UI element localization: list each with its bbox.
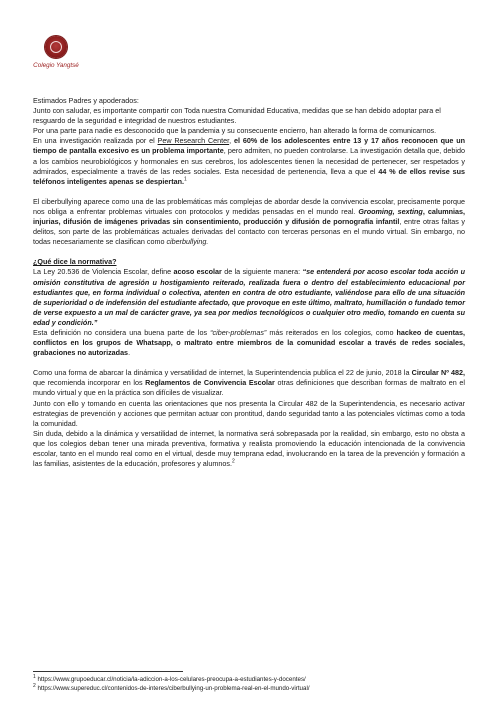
footnotes — [33, 671, 465, 693]
pew-research-link[interactable]: Pew Research Center — [157, 136, 230, 146]
paragraph-3 — [33, 136, 465, 186]
section-heading: ¿Qué dice la normativa? — [33, 257, 117, 267]
footnote-ref-1[interactable]: 1 — [183, 176, 187, 183]
p7-text-b: que recomienda incorporar en los — [33, 378, 146, 388]
p6-text-c: . — [128, 348, 131, 358]
paragraph-7 — [33, 368, 465, 398]
p4-text-b: , entre otras faltas y delitos, son parte de las problemáticas actuales derivadas del contacto con terceras personas en el mundo virtual. Sin embargo, no todas necesariamente se clasifican como — [33, 217, 466, 247]
paragraph-2: Por una parte para nadie es desconocido que la pandemia y su consecuente encierro, han alterado la forma de comunicarnos. — [33, 126, 437, 136]
footnote-1-number: 1 — [33, 673, 36, 680]
footnote-divider — [33, 671, 183, 672]
footnote-1 — [33, 675, 465, 684]
p4-bold: , calumnias, injurias, difusión de imágenes privadas sin consentimiento, producción y difusión de pornografía infantil — [33, 206, 465, 227]
p3-bold-2: 44 % de ellos revise sus teléfonos inteligentes apenas se despiertan. — [33, 166, 465, 186]
footnote-ref-2[interactable]: 2 — [231, 458, 235, 465]
paragraph-1: Junto con saludar, es importante compartir con Toda nuestra Comunidad Educativa, medidas que se han debido adoptar para el resguardo de la seguridad e integridad de nuestros estudiantes. — [33, 106, 441, 126]
p9-text: Sin duda, debido a la dinámica y versatilidad de internet, la normativa será sobrepasada por la realidad, sin embargo, esto no obsta a que los colegios deban tener una mirada preventiva, formativa y realista promoviendo la educación intencionada de la convivencia escolar, tanto en el mundo real como en el virtual, desde muy temprana edad, involucrando en la tarea de la prevención y formación a las familias, asistentes de la educación, profesores y alumnos. — [33, 428, 465, 469]
p7-bold-2: Reglamentos de Convivencia Escolar — [145, 378, 275, 388]
paragraph-4 — [33, 197, 465, 247]
paragraph-5 — [33, 267, 465, 328]
school-seal-icon — [45, 36, 67, 58]
law-quote: “se entenderá por acoso escolar toda acción u omisión constitutiva de agresión u hostigamiento reiterado, realizada fuera o dentro del establecimiento educacional por estudiantes que, en forma individual o colectiva, atenten en contra de otro estudiante, valiéndose para ello de una situación de superioridad o de indefensión del estudiante afectado, que provoque en este último, maltrato, humillación o fundado temor de verse expuesto a un mal de carácter grave, ya sea por medios tecnológicos o cualquier otro medio, tomando en cuenta su edad y condición.” — [33, 267, 465, 327]
p7-text-c: otras definiciones que describan formas de maltrato en el mundo virtual y que en la práctica son difíciles de visualizar. — [33, 378, 465, 398]
p3-bold-1: el 60% de los adolescentes entre 13 y 17 años reconocen que un tiempo de pantalla excesivo es un problema importante — [33, 136, 466, 156]
footnote-2-link[interactable]: https://www.supereduc.cl/contenidos-de-interes/ciberbullying-un-problema-real-en-el-mundo-virtual/ — [35, 685, 310, 692]
school-name: Colegio Yangtsé — [33, 62, 79, 69]
footnote-2-number: 2 — [33, 682, 36, 689]
p3-text-c: , pero admiten, no pueden controlarse. La investigación detalla que, debido a los cambios neurobiológicos y hormonales en sus cerebros, los adolescentes tienen la necesidad de pertenecer, ser respetados y admirados, especialmente a través de las redes sociales. Esta necesidad de pertenencia, lleva a que el — [33, 146, 465, 176]
p6-italic: “ciber-problemas” — [210, 327, 267, 337]
letter-body — [33, 96, 465, 469]
p3-text-b: , — [229, 136, 234, 146]
p6-text-a: Esta definición no considera una buena parte de los — [33, 327, 211, 337]
p4-italic: ciberbullying. — [166, 237, 209, 247]
p7-text-a: Como una forma de abarcar la dinámica y versatilidad de internet, la Superintendencia publica el 22 de junio, 2018 la — [33, 368, 412, 378]
p4-text-a: El ciberbullying aparece como una de las problemáticas más complejas de abordar desde la convivencia escolar, precisamente porque nos obliga a enfrentar problemas virtuales con protocolos y medidas pensadas en el mundo real. — [33, 196, 465, 216]
p4-bold-italic: Grooming, sexting — [358, 206, 423, 216]
p6-bold: hackeo de cuentas, conflictos en los grupos de Whatsapp, o maltrato entre miembros de la comunidad escolar a través de redes sociales, grabaciones no autorizadas — [33, 327, 465, 358]
footnote-1-link[interactable]: https://www.grupoeducar.cl/noticia/la-adiccion-a-los-celulares-preocupa-a-estudiantes-y-docentes/ — [35, 676, 306, 683]
paragraph-9 — [33, 429, 465, 469]
paragraph-8: Junto con ello y tomando en cuenta las orientaciones que nos presenta la Circular 482 de la Superintendencia, es necesario activar estrategias de prevención y acciones que permitan actuar con prontitud, dando seguridad tanto a las potenciales víctimas como a toda la comunidad. — [33, 398, 465, 428]
p5-text-a: La Ley 20.536 de Violencia Escolar, define — [33, 267, 174, 277]
header — [30, 36, 82, 69]
p3-text-a: En una investigación realizada por el — [33, 136, 158, 146]
p5-text-b: de la siguiente manera: — [221, 267, 303, 277]
greeting: Estimados Padres y apoderados: — [33, 96, 139, 105]
paragraph-6 — [33, 328, 465, 358]
footnote-2 — [33, 684, 465, 693]
p6-text-b: más reiterados en los colegios, como — [266, 327, 397, 337]
p5-bold: acoso escolar — [173, 267, 222, 277]
p7-bold-1: Circular Nº 482, — [411, 368, 466, 378]
